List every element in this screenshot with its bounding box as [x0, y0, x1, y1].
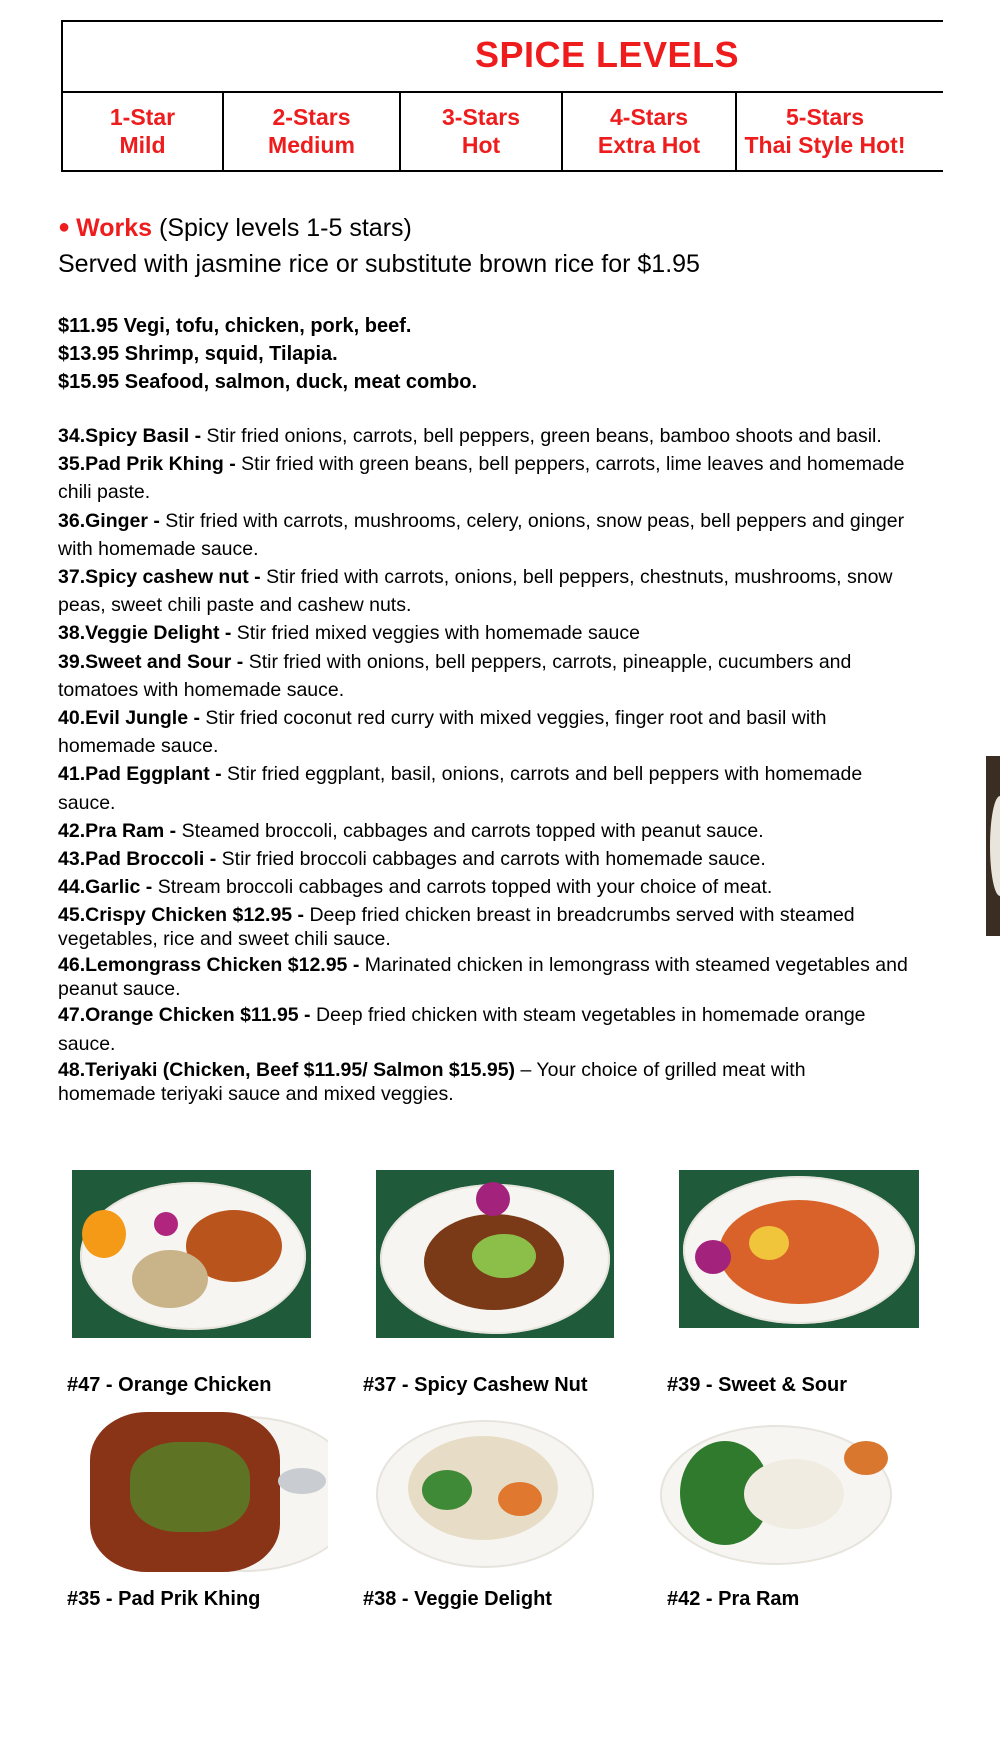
spice-level-5 [737, 93, 913, 170]
menu-item [58, 817, 908, 845]
cropped-photo-edge [986, 756, 1000, 936]
spoon-image [278, 1468, 326, 1494]
menu-item [58, 450, 908, 506]
green-beans-image [130, 1442, 250, 1532]
menu-item [58, 760, 908, 816]
menu-item [58, 1001, 908, 1057]
menu-item-name: 45.Crispy Chicken $12.95 - [58, 904, 310, 927]
menu-item-desc: – Your choice of grilled meat with homemade teriyaki sauce and mixed veggies. [58, 1058, 806, 1105]
section-title: Works [76, 214, 153, 242]
menu-item-name: 40.Evil Jungle - [58, 707, 206, 730]
menu-item [58, 873, 908, 901]
spice-level-label: Hot [461, 132, 501, 158]
menu-item-name: 42.Pra Ram - [58, 819, 182, 842]
orchid-image [695, 1240, 731, 1274]
price-tier: $13.95 Shrimp, squid, Tilapia. [58, 343, 338, 365]
price-tier: $11.95 Vegi, tofu, chicken, pork, beef. [58, 315, 412, 337]
menu-item-desc: Marinated chicken in lemongrass with steamed vegetables and peanut sauce. [58, 954, 908, 1001]
menu-item-desc: Stir fried with onions, bell peppers, carrots, pineapple, cucumbers and tomatoes with homemade sauce. [58, 650, 852, 701]
menu-item-name: 36.Ginger - [58, 509, 166, 532]
menu-item [58, 704, 908, 760]
photo-caption: #38 - Veggie Delight [363, 1588, 552, 1610]
menu-item-desc: Stir fried mixed veggies with homemade sauce [236, 622, 640, 645]
rice-image [132, 1250, 208, 1308]
menu-item-desc: Stream broccoli cabbages and carrots topped with your choice of meat. [157, 876, 773, 899]
photo-caption: #47 - Orange Chicken [67, 1374, 272, 1396]
spice-levels-title: SPICE LEVELS [475, 34, 740, 75]
photo-caption: #37 - Spicy Cashew Nut [363, 1374, 588, 1396]
menu-item-desc: Stir fried eggplant, basil, onions, carrots and bell peppers with homemade sauce. [58, 763, 863, 814]
bullet-icon: ● [58, 216, 71, 238]
section-title-note: (Spicy levels 1-5 stars) [159, 214, 412, 242]
menu-item-name: 47.Orange Chicken $11.95 - [58, 1004, 316, 1027]
spice-levels-table [61, 20, 943, 172]
peanut-sauce-image [844, 1441, 888, 1475]
menu-item-name: 39.Sweet and Sour - [58, 650, 249, 673]
spice-level-stars: 1-Star [109, 104, 176, 130]
menu-item-desc: Stir fried onions, carrots, bell peppers, green beans, bamboo shoots and basil. [206, 425, 882, 447]
menu-item-desc: Stir fried coconut red curry with mixed veggies, finger root and basil with homemade sauce. [58, 707, 827, 758]
orchid-image [476, 1182, 510, 1216]
section-heading [58, 214, 412, 243]
section-subtitle: Served with jasmine rice or substitute brown rice for $1.95 [58, 250, 700, 278]
menu-item-desc: Stir fried with green beans, bell peppers, carrots, lime leaves and homemade chili paste. [58, 453, 905, 504]
spice-levels-row [63, 93, 943, 170]
photo-veggie-delight [368, 1412, 602, 1572]
spice-level-stars: 3-Stars [442, 104, 520, 130]
photo-orange-chicken [72, 1170, 311, 1338]
scallion-image [472, 1234, 536, 1278]
menu-item-name: 34.Spicy Basil - [58, 425, 207, 447]
photo-spicy-cashew-nut [376, 1170, 614, 1338]
menu-item [58, 507, 908, 563]
spice-level-1 [63, 93, 224, 170]
menu-item-name: 35.Pad Prik Khing - [58, 453, 242, 476]
menu-item-name: 44.Garlic - [58, 876, 158, 899]
spice-level-3 [401, 93, 563, 170]
sweet-sour-dish-image [719, 1200, 879, 1304]
spice-levels-header [63, 22, 943, 93]
menu-item [58, 563, 908, 619]
menu-item [58, 903, 908, 951]
menu-item-name: 43.Pad Broccoli - [58, 848, 222, 871]
photo-pra-ram [658, 1411, 896, 1571]
pineapple-image [749, 1226, 789, 1260]
menu-item-desc: Stir fried with carrots, mushrooms, celery, onions, snow peas, bell peppers and ginger with homemade sauce. [58, 509, 905, 560]
spice-level-label: Thai Style Hot! [744, 132, 906, 158]
spice-level-stars: 5-Stars [786, 104, 864, 130]
orchid-image [154, 1212, 178, 1236]
photo-pad-prik-khing [90, 1412, 328, 1572]
menu-item-desc: Stir fried broccoli cabbages and carrots with homemade sauce. [221, 848, 766, 871]
menu-item-name: 46.Lemongrass Chicken $12.95 - [58, 954, 365, 977]
menu-item-desc: Deep fried chicken with steam vegetables in homemade orange sauce. [58, 1004, 866, 1055]
photo-caption: #42 - Pra Ram [667, 1588, 800, 1610]
menu-item [58, 953, 908, 1001]
menu-list [58, 422, 908, 1106]
menu-item-name: 48.Teriyaki (Chicken, Beef $11.95/ Salmon $15.95) [58, 1058, 521, 1081]
photo-sweet-sour [679, 1170, 919, 1328]
menu-item [58, 845, 908, 873]
price-tiers [58, 312, 477, 396]
chicken-image [744, 1459, 844, 1529]
spice-level-2 [224, 93, 401, 170]
spice-level-stars: 2-Stars [272, 104, 351, 130]
spice-level-stars: 4-Stars [610, 104, 688, 130]
carrot-image [498, 1482, 542, 1516]
menu-item-name: 41.Pad Eggplant - [58, 763, 228, 786]
spice-level-label: Medium [268, 132, 355, 158]
menu-item [58, 648, 908, 704]
menu-item [58, 619, 908, 647]
photo-caption: #39 - Sweet & Sour [667, 1374, 848, 1396]
broccoli-image [422, 1470, 472, 1510]
spice-level-label: Extra Hot [597, 132, 701, 158]
menu-item [58, 1058, 908, 1106]
menu-item [58, 422, 908, 450]
menu-item-desc: Stir fried with carrots, onions, bell peppers, chestnuts, mushrooms, snow peas, sweet chili paste and cashew nuts. [58, 566, 893, 617]
price-tier: $15.95 Seafood, salmon, duck, meat combo. [58, 371, 478, 393]
spice-level-label: Mild [119, 132, 166, 158]
menu-item-name: 38.Veggie Delight - [58, 622, 237, 645]
menu-item-desc: Steamed broccoli, cabbages and carrots topped with peanut sauce. [181, 819, 764, 842]
menu-item-desc: Deep fried chicken breast in breadcrumbs served with steamed vegetables, rice and sweet chili sauce. [58, 904, 855, 951]
plate-image [990, 796, 1000, 896]
orange-slice-image [82, 1210, 126, 1258]
spice-level-4 [563, 93, 737, 170]
menu-item-name: 37.Spicy cashew nut - [58, 566, 267, 589]
photo-caption: #35 - Pad Prik Khing [67, 1588, 261, 1610]
